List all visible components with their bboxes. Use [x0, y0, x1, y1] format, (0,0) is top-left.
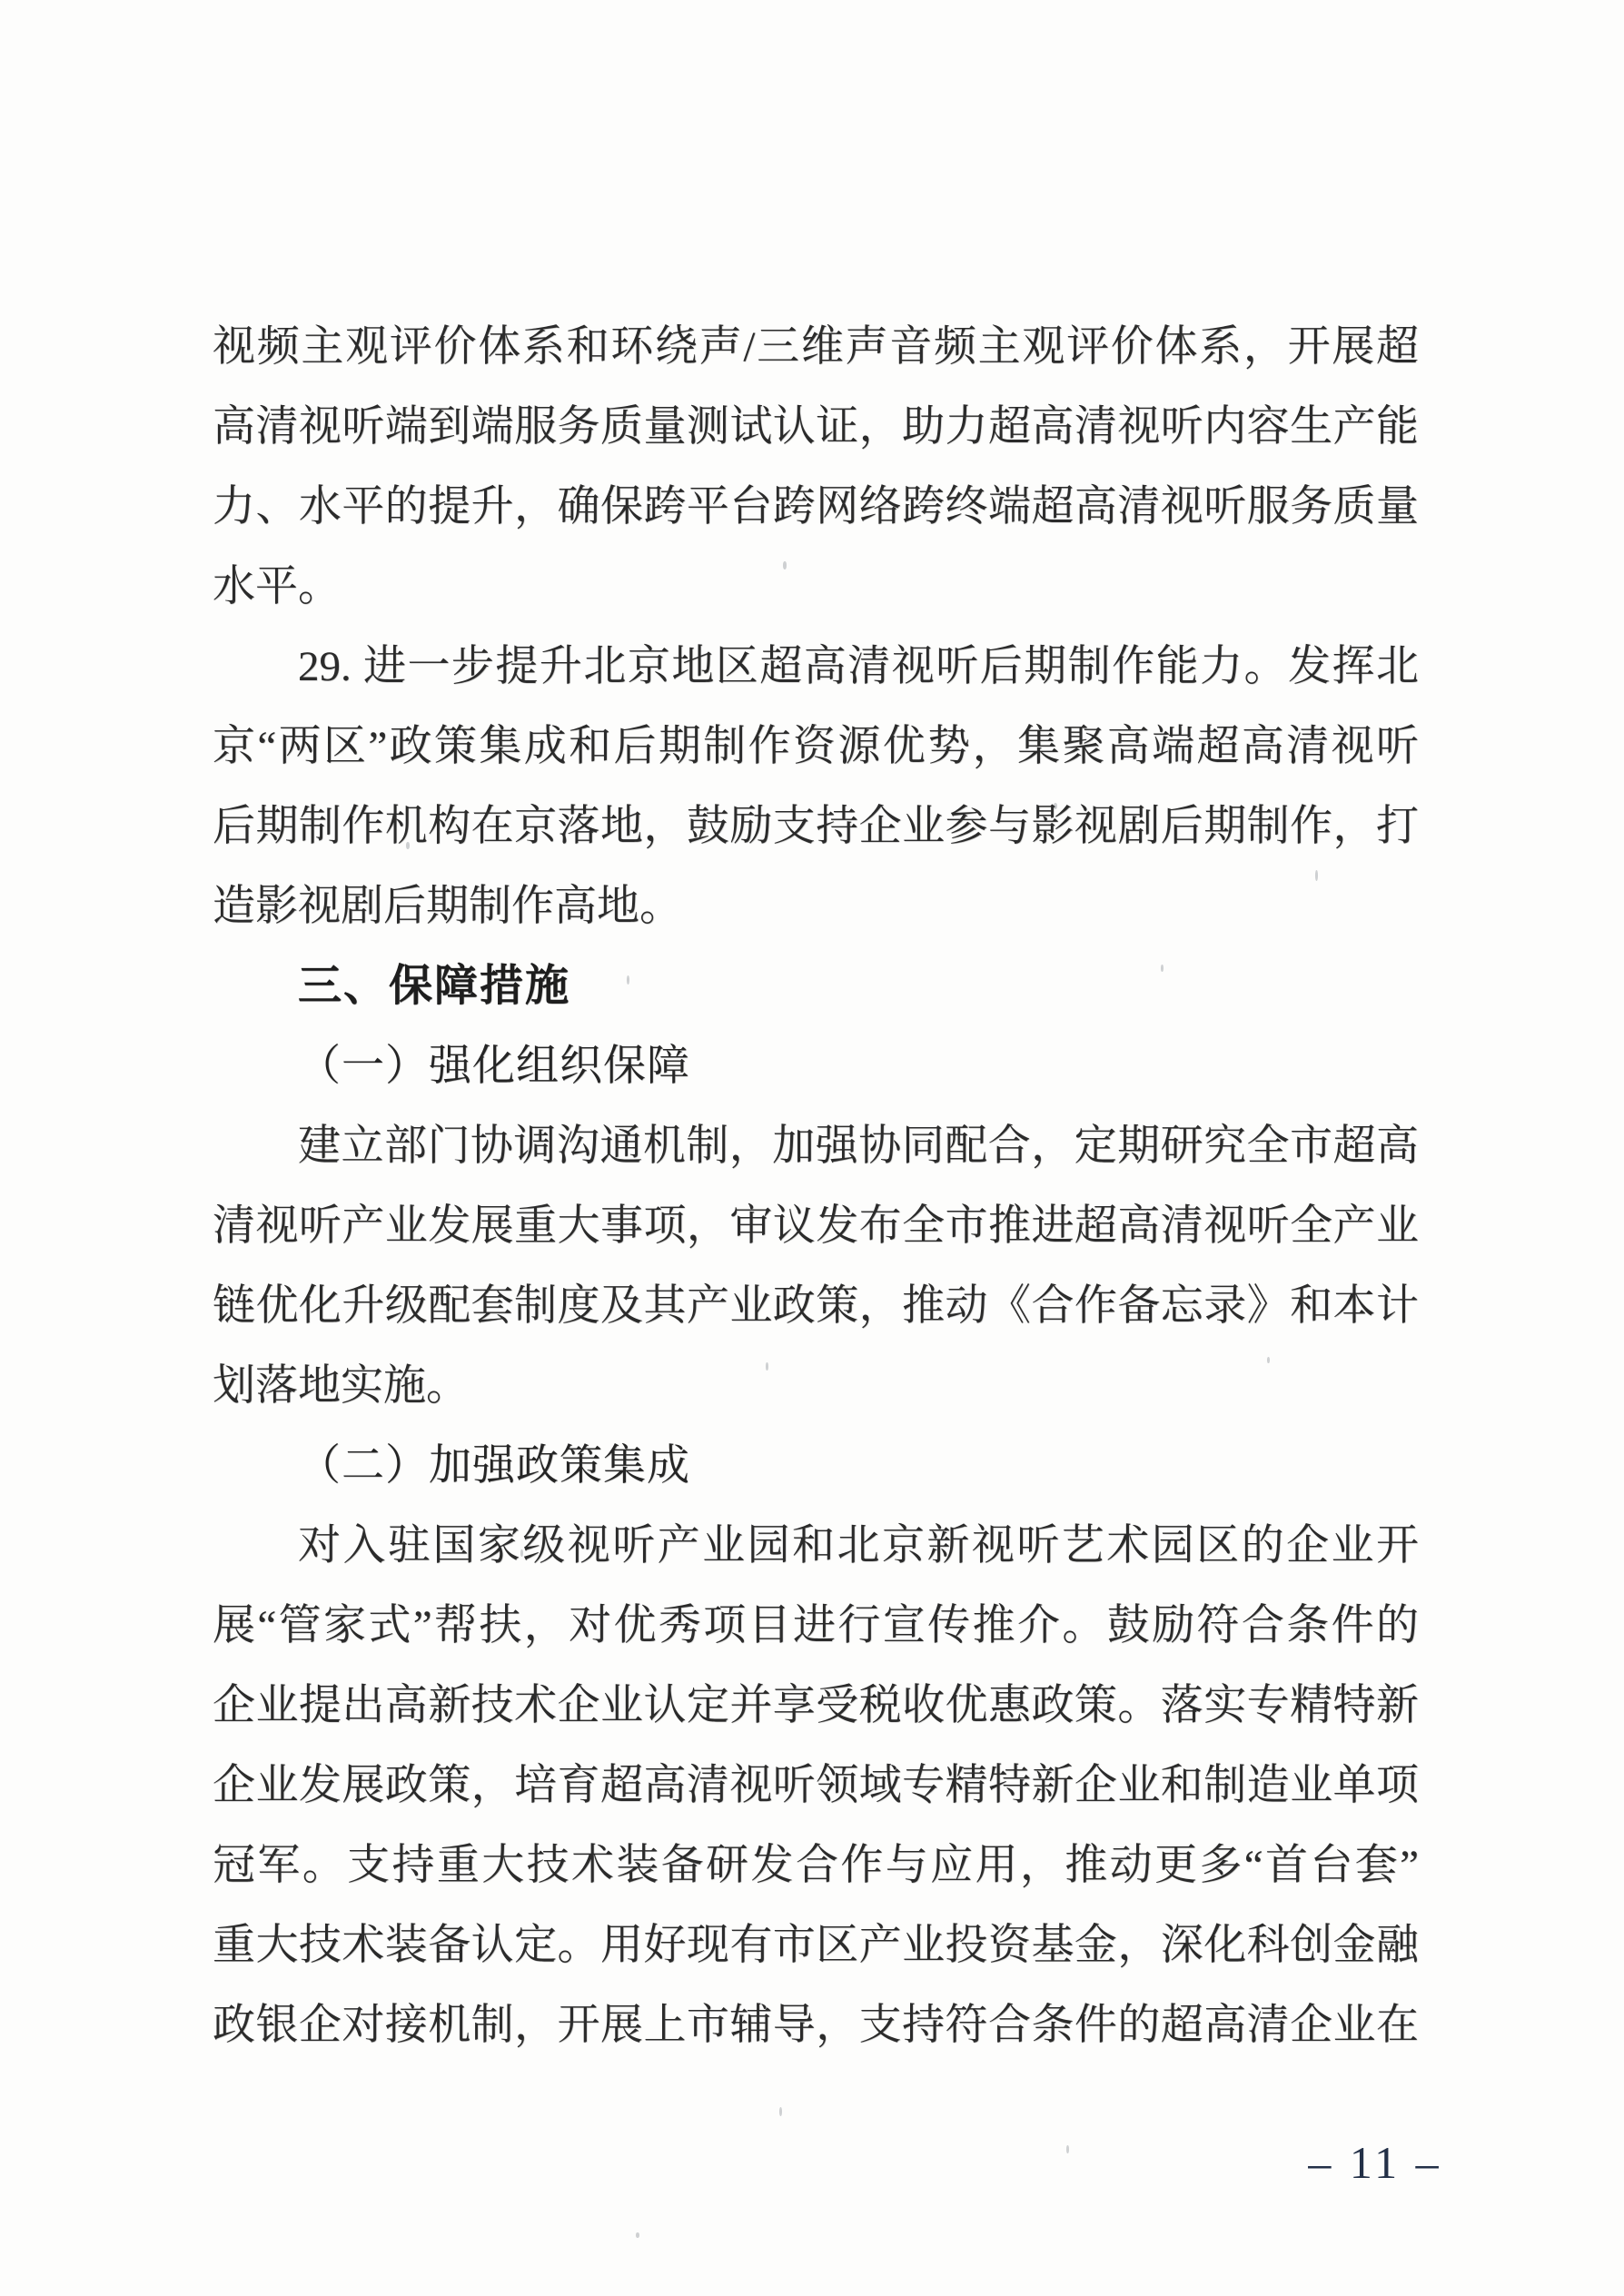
- text-line: 清视听产业发展重大事项，审议发布全市推进超高清视听全产业: [213, 1202, 1419, 1250]
- text-line: 京“两区”政策集成和后期制作资源优势，集聚高端超高清视听: [213, 723, 1419, 770]
- text-line: 29. 进一步提升北京地区超高清视听后期制作能力。发挥北: [298, 643, 1419, 690]
- paragraph: [213, 307, 1419, 627]
- text-line: 建立部门协调沟通机制，加强协同配合，定期研究全市超高: [298, 1123, 1419, 1170]
- text-line: 水平。: [213, 563, 341, 610]
- section-heading-text: 三、保障措施: [298, 962, 571, 1010]
- text-line: 高清视听端到端服务质量测试认证，助力超高清视听内容生产能: [213, 403, 1419, 450]
- text-line: 链优化升级配套制度及其产业政策，推动《合作备忘录》和本计: [213, 1282, 1419, 1330]
- text-line: 重大技术装备认定。用好现有市区产业投资基金，深化科创金融: [213, 1922, 1419, 1969]
- subsection-heading-text: （一）强化组织保障: [298, 1043, 690, 1090]
- text-line: 展“管家式”帮扶，对优秀项目进行宣传推介。鼓励符合条件的: [213, 1602, 1419, 1649]
- section-heading: [213, 946, 1419, 1026]
- text-line: 划落地实施。: [213, 1362, 469, 1410]
- text-line: 政银企对接机制，开展上市辅导，支持符合条件的超高清企业在: [213, 2002, 1419, 2049]
- document-body: [213, 307, 1419, 2065]
- paragraph: [213, 1506, 1419, 2065]
- text-line: 企业提出高新技术企业认定并享受税收优惠政策。落实专精特新: [213, 1682, 1419, 1729]
- text-line: 企业发展政策，培育超高清视听领域专精特新企业和制造业单项: [213, 1762, 1419, 1809]
- subsection-heading: [213, 1026, 1419, 1106]
- subsection-heading-text: （二）加强政策集成: [298, 1442, 690, 1489]
- paragraph: [213, 1106, 1419, 1426]
- text-line: 对入驻国家级视听产业园和北京新视听艺术园区的企业开: [298, 1522, 1419, 1569]
- text-line: 冠军。支持重大技术装备研发合作与应用，推动更多“首台套”: [213, 1842, 1419, 1889]
- text-line: 后期制作机构在京落地，鼓励支持企业参与影视剧后期制作，打: [213, 803, 1419, 850]
- text-line: 力、水平的提升，确保跨平台跨网络跨终端超高清视听服务质量: [213, 483, 1419, 530]
- paragraph: [213, 627, 1419, 946]
- page-number: – 11 –: [1308, 2137, 1442, 2188]
- text-line: 造影视剧后期制作高地。: [213, 883, 682, 930]
- subsection-heading: [213, 1426, 1419, 1506]
- text-line: 视频主观评价体系和环绕声/三维声音频主观评价体系，开展超: [213, 323, 1419, 371]
